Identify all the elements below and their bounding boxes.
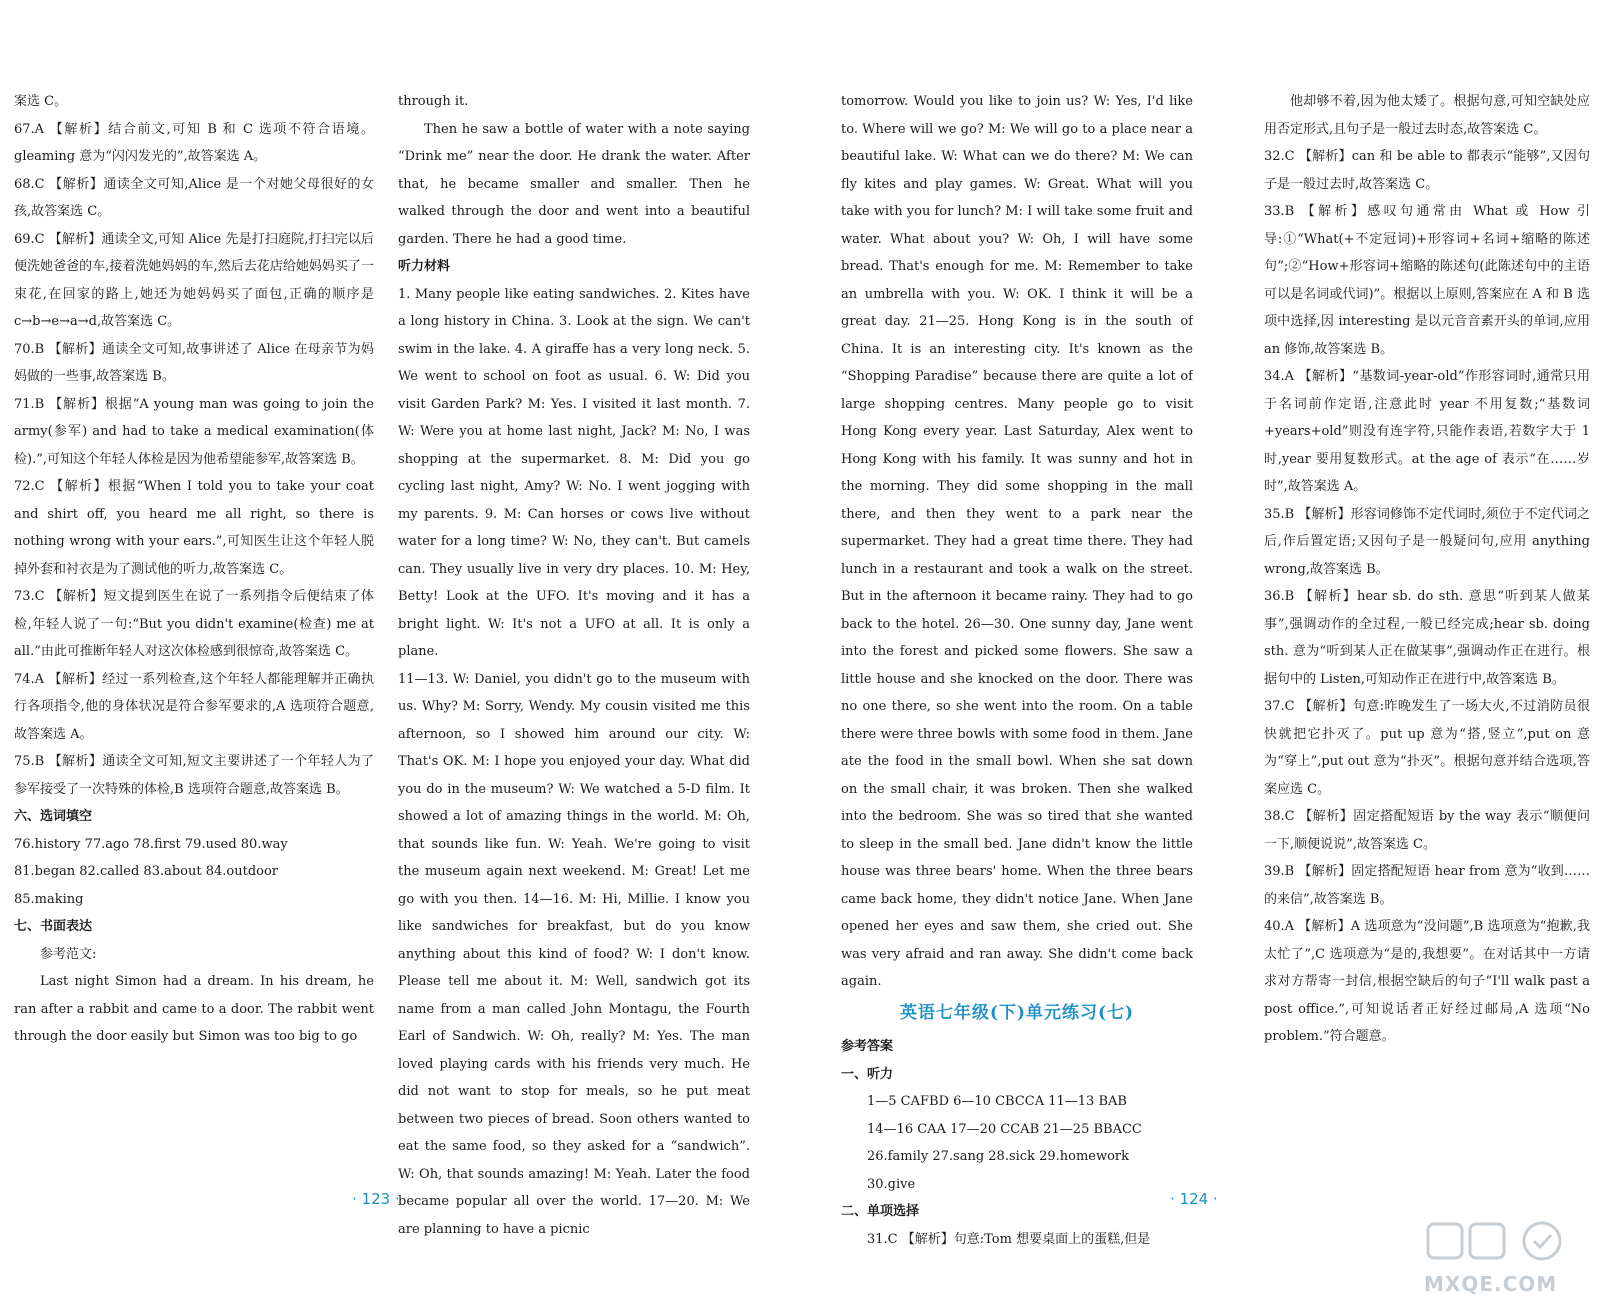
answer-paragraph: 39.B 【解析】固定搭配短语 hear from 意为“收到……的来信”,故答案选 B。 xyxy=(1264,864,1590,907)
section-heading: 六、选词填空 xyxy=(14,809,93,824)
answer-paragraph: 1—5 CAFBD 6—10 CBCCA 11—13 BAB xyxy=(867,1094,1127,1109)
answer-paragraph: tomorrow. Would you like to join us? W: Yes, I'd like to. Where will we go? M: We will go to a place near a beautiful lake. W: What can we do there? M: We can fly kites and play games. W: Great. What will you take with you for lunch? M: I will take some fruit and water. What about you? W: Oh, I will have some bread. That's enough for me. M: Remember to take an umbrella with you. W: OK. I think it will be a great day. 21—25. Hong Kong is in the south of China. It is an interesting city. It's known as the “Shopping Paradise” because there are quite a lot of large shopping centres. Many people go to visit Hong Kong every year. Last Saturday, Alex went to Hong Kong with his family. It was sunny and hot in the morning. They did some shopping in the mall there, and then they went to a park near the supermarket. They had a great time there. They had lunch in a restaurant and took a walk on the street. But in the afternoon it became rainy. They had to go back to the hotel. 26—30. One sunny day, Jane went into the forest and picked some flowers. She saw a little house and she knocked on the door. There was no one there, so she went into the room. On a table there were three bowls with some food in them. Jane ate the food in the small bowl. When she sat down on the small chair, it was broken. Then she walked into the bedroom. She was so tired that she wanted to sleep in the small bed. Jane didn't know the little house was three bears' home. When the three bears came back home, they didn't notice Jane. When Jane opened her eyes and saw them, she cried out. She was very afraid and ran away. She didn't come back again. xyxy=(841,94,1193,989)
answer-paragraph: Then he saw a bottle of water with a note saying “Drink me” near the door. He drank the water. After that, he became smaller and smaller. Then he walked through the door and went into a beautiful garden. There he had a good time. xyxy=(398,121,750,247)
answer-paragraph: 参考范文: xyxy=(40,946,97,962)
page-number-right: · 124 · xyxy=(1170,1190,1218,1208)
answer-paragraph: 14—16 CAA 17—20 CCAB 21—25 BBACC xyxy=(867,1121,1142,1137)
answer-paragraph: 36.B 【解析】hear sb. do sth. 意思“听到某人做某事”,强调动作的全过程,一般已经完成;hear sb. doing sth. 意为“听到某人正在做某事”,强调动作正在进行。根据句中的 Listen,可知动作正在进行中,故答案选 B。 xyxy=(1264,589,1590,687)
left-page-column-2 xyxy=(398,88,750,1243)
answer-paragraph: 38.C 【解析】固定搭配短语 by the way 表示“顺便问一下,顺便说说”,故答案选 C。 xyxy=(1264,809,1590,852)
answer-paragraph: 74.A 【解析】经过一系列检查,这个年轻人都能理解并正确执行各项指令,他的身体状况是符合参军要求的,A 选项符合题意,故答案选 A。 xyxy=(14,671,374,742)
watermark-logo xyxy=(1424,1218,1584,1296)
answer-paragraph: 67.A 【解析】结合前文,可知 B 和 C 选项不符合语境。gleaming 意为“闪闪发光的”,故答案选 A。 xyxy=(14,121,374,164)
section-heading: 听力材料 xyxy=(398,259,451,274)
answer-paragraph: 69.C 【解析】通读全文,可知 Alice 先是打扫庭院,打扫完以后便洗她爸爸的车,接着洗她妈妈的车,然后去花店给她妈妈买了一束花,在回家的路上,她还为她妈妈买了面包,正确的顺序是 c→b→e→a→d,故答案选 C。 xyxy=(14,231,374,329)
answer-paragraph: 30.give xyxy=(867,1176,916,1192)
answer-paragraph: 40.A 【解析】A 选项意为“没问题”,B 选项意为“抱歉,我太忙了”,C 选项意为“是的,我想要”。在对话其中一方请求对方帮寄一封信,根据空缺后的句子“I'll walk past a post office.”,可知说话者正好经过邮局,A 选项“No problem.”符合题意。 xyxy=(1264,919,1590,1044)
answer-paragraph: 73.C 【解析】短文提到医生在说了一系列指令后便结束了体检,年轻人说了一句:“But you didn't examine(检查) me at all.”由此可推断年轻人对这次体检感到很惊奇,故答案选 C。 xyxy=(14,589,374,659)
page-number-left: · 123 · xyxy=(352,1190,400,1208)
answer-paragraph: 33.B 【解析】感叹句通常由 What 或 How 引导:①“What(+不定冠词)+形容词+名词+缩略的陈述句”;②“How+形容词+缩略的陈述句(此陈述句中的主语可以是名词或代词)”。根据以上原则,答案应在 A 和 B 选项中选择,因 interesting 是以元音音素开头的单词,应用 an 修饰,故答案选 B。 xyxy=(1264,204,1590,357)
answer-paragraph: 81.began 82.called 83.about 84.outdoor xyxy=(14,864,279,879)
answer-paragraph: 75.B 【解析】通读全文可知,短文主要讲述了一个年轻人为了参军接受了一次特殊的体检,B 选项符合题意,故答案选 B。 xyxy=(14,754,374,797)
listening-script-continued xyxy=(841,88,1193,996)
section-heading: 七、书面表达 xyxy=(14,919,93,934)
answer-paragraph: through it. xyxy=(398,94,469,109)
answer-paragraph: Last night Simon had a dream. In his dream, he ran after a rabbit and came to a door. The rabbit went through the door easily but Simon was too big to go xyxy=(14,974,374,1044)
answer-paragraph: 26.family 27.sang 28.sick 29.homework xyxy=(867,1149,1130,1164)
right-page-column-1 xyxy=(841,88,1193,1253)
section-heading: 一、听力 xyxy=(841,1066,894,1082)
answer-paragraph: 72.C 【解析】根据“When I told you to take your coat and shirt off, you heard me all right, so there is nothing wrong with your ears.”,可知医生让这个年轻人脱掉外套和衬衣是为了测试他的听力,故答案选 C。 xyxy=(14,479,374,577)
answer-paragraph: 1. Many people like eating sandwiches. 2. Kites have a long history in China. 3. Look at the sign. We can't swim in the lake. 4. A giraffe has a very long neck. 5. We went to school on foot as usual. 6. W: Did you visit Garden Park? M: Yes. I visited it last month. 7. W: Were you at home last night, Jack? M: No, I was shopping at the supermarket. 8. M: Did you go cycling last night, Amy? W: No. I went jogging with my parents. 9. M: Can horses or cows live without water for a long time? W: No, they can't. But camels can. They usually live in very dry places. 10. M: Hey, Betty! Look at the UFO. It's moving and it has a bright light. W: It's not a UFO at all. It is only a plane. xyxy=(398,286,750,659)
answer-paragraph: 85.making xyxy=(14,891,84,907)
section-heading: 二、单项选择 xyxy=(841,1204,920,1219)
answer-paragraph: 76.history 77.ago 78.first 79.used 80.way xyxy=(14,836,288,852)
watermark-emblem-icon xyxy=(1424,1218,1584,1268)
answer-paragraph: 32.C 【解析】can 和 be able to 都表示“能够”,又因句子是一般过去时,故答案选 C。 xyxy=(1264,149,1590,192)
answer-paragraph: 11—13. W: Daniel, you didn't go to the museum with us. Why? M: Sorry, Wendy. My cousin visited me this afternoon, so I showed him around our city. W: That's OK. M: I hope you enjoyed your day. What did you do in the museum? W: We watched a 5-D film. It showed a lot of amazing things in the world. M: Oh, that sounds like fun. W: Yeah. We're going to visit the museum again next weekend. M: Great! Let me go with you then. 14—16. M: Hi, Millie. I know you like sandwiches for breakfast, but do you know anything about this kind of food? W: I don't know. Please tell me about it. M: Well, sandwich got its name from a man called John Montagu, the Fourth Earl of Sandwich. W: Oh, really? M: Yes. The man loved playing cards with his friends very much. He did not want to stop for meals, so he put meat between two pieces of bread. Soon others wanted to eat the same food, so they asked for a “sandwich”. W: Oh, that sounds amazing! M: Yeah. Later the food became popular all over the world. 17—20. M: We are planning to have a picnic xyxy=(398,671,750,1237)
unit-title: 英语七年级(下)单元练习(七) xyxy=(899,1002,1135,1023)
answer-key-start xyxy=(841,1033,1193,1253)
answer-paragraph: 37.C 【解析】句意:昨晚发生了一场大火,不过消防员很快就把它扑灭了。put up 意为“搭,竖立”,put on 意为“穿上”,put out 意为“扑灭”。根据句意并结合选项,答案应选 C。 xyxy=(1264,699,1590,797)
answer-paragraph: 34.A 【解析】“基数词-year-old”作形容词时,通常只用于名词前作定语,注意此时 year 不用复数;“基数词+years+old”则没有连字符,只能作表语,若数字大于 1 时,year 要用复数形式。at the age of 表示“在……岁时”,故答案选 A。 xyxy=(1264,369,1590,494)
answer-paragraph: 案选 C。 xyxy=(14,94,68,109)
answer-paragraph: 70.B 【解析】通读全文可知,故事讲述了 Alice 在母亲节为妈妈做的一些事,故答案选 B。 xyxy=(14,341,374,384)
answer-paragraph: 68.C 【解析】通读全文可知,Alice 是一个对她父母很好的女孩,故答案选 C。 xyxy=(14,176,374,219)
answer-paragraph: 他却够不着,因为他太矮了。根据句意,可知空缺处应用否定形式,且句子是一般过去时态,故答案选 C。 xyxy=(1264,94,1590,137)
answer-paragraph: 31.C 【解析】句意:Tom 想要桌面上的蛋糕,但是 xyxy=(867,1231,1151,1247)
right-page-column-2 xyxy=(1264,88,1590,1051)
left-page-column-1 xyxy=(14,88,374,1051)
section-heading: 参考答案 xyxy=(841,1039,894,1054)
answer-paragraph: 71.B 【解析】根据“A young man was going to join the army(参军) and had to take a medical examination(体检).”,可知这个年轻人体检是因为他希望能参军,故答案选 B。 xyxy=(14,396,374,467)
watermark-text: MXQE.COM xyxy=(1424,1272,1558,1296)
answer-paragraph: 35.B 【解析】形容词修饰不定代词时,须位于不定代词之后,作后置定语;又因句子是一般疑问句,应用 anything wrong,故答案选 B。 xyxy=(1264,506,1590,577)
